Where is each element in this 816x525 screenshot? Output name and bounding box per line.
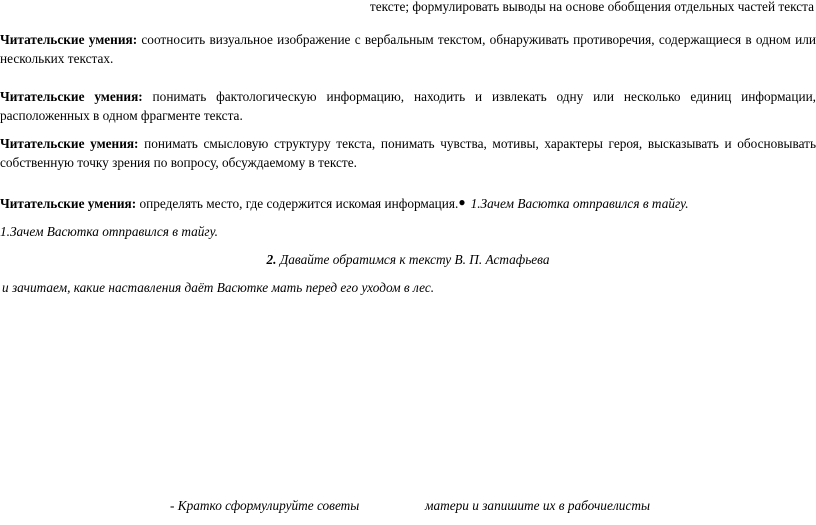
top-line: тексте; формулировать выводы на основе обобщения отдельных частей текста <box>369 0 814 14</box>
question-1-inline: 1.Зачем Васютка отправился в тайгу. <box>470 196 689 211</box>
paragraph-1-text: соотносить визуальное изображение с вербальным текстом, обнаруживать противоречия, содержащиеся в одном или нескольких текстах. <box>0 32 816 66</box>
paragraph-1 <box>0 30 816 68</box>
question-1 <box>0 222 218 241</box>
task-2-continuation-text: и зачитаем, какие наставления даёт Васютке мать перед его уходом в лес. <box>2 280 435 295</box>
paragraph-3-label: Читательские умения: <box>0 136 139 151</box>
paragraph-4 <box>0 194 689 214</box>
paragraph-2-text: понимать фактологическую информацию, находить и извлекать одну или несколько единиц информации, расположенных в одном фрагменте текста. <box>0 89 816 123</box>
paragraph-3-text: понимать смысловую структуру текста, понимать чувства, мотивы, характеры героя, высказывать и обосновывать собственную точку зрения по вопросу, обсуждаемому в тексте. <box>0 136 816 170</box>
task-2-continuation <box>2 278 434 297</box>
paragraph-2 <box>0 87 816 125</box>
bottom-instruction-2 <box>425 496 613 515</box>
bottom-part-1: - Кратко сформулируйте советы <box>170 498 360 513</box>
bottom-part-3: листы <box>613 498 650 513</box>
paragraph-4-label: Читательские умения: <box>0 196 137 211</box>
bottom-instruction <box>170 496 359 515</box>
paragraph-2-label: Читательские умения: <box>0 89 143 104</box>
paragraph-1-label: Читательские умения: <box>0 32 138 47</box>
question-1-text: 1.Зачем Васютка отправился в тайгу. <box>0 224 218 239</box>
bottom-part-2: матери и запишите их в рабочие <box>425 498 613 513</box>
bullet-icon: ● <box>458 195 466 209</box>
task-2-heading <box>0 250 816 269</box>
task-2-number: 2. <box>266 252 277 267</box>
paragraph-3 <box>0 134 816 172</box>
task-2-text: Давайте обратимся к тексту В. П. Астафьева <box>276 252 550 267</box>
paragraph-4-text: определять место, где содержится искомая информация. <box>136 196 459 211</box>
bottom-instruction-3 <box>613 496 650 515</box>
